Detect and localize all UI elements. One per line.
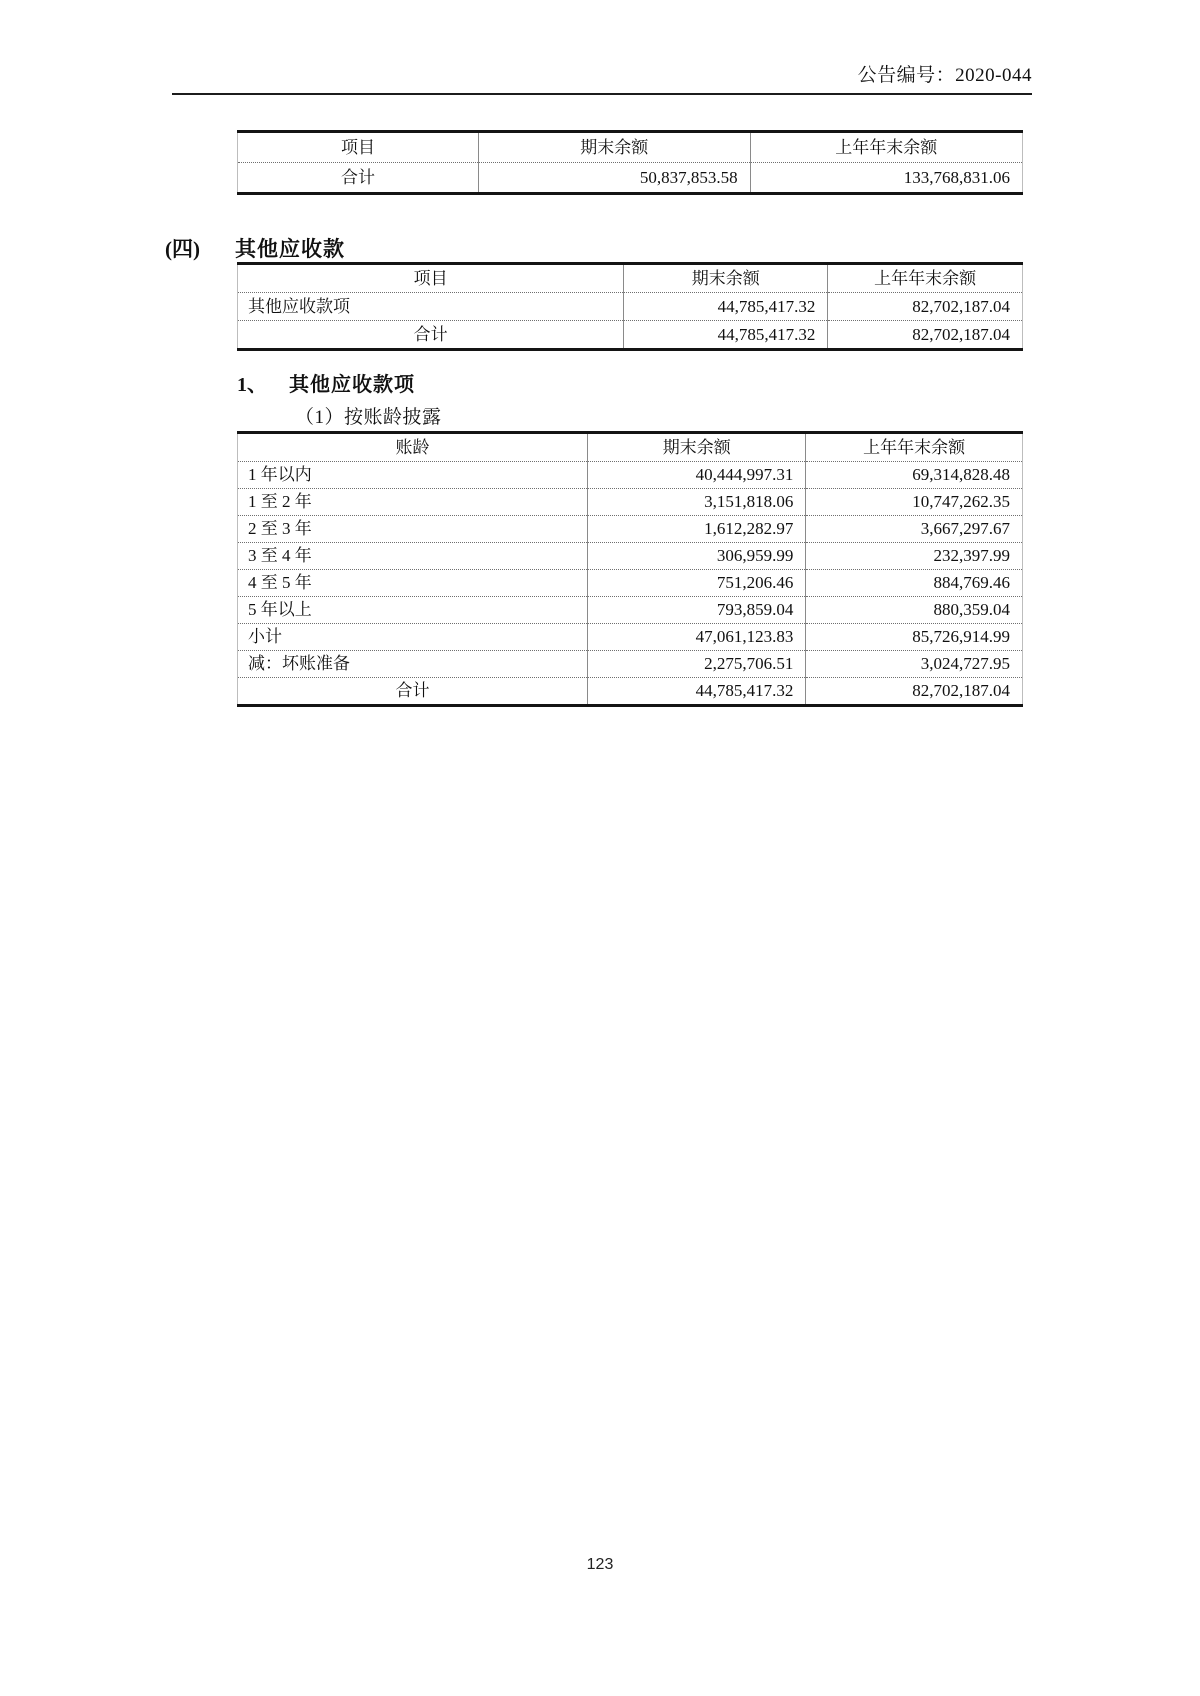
ending-balance-value: 44,785,417.32 <box>624 321 828 350</box>
aging-disclosure-caption: （1）按账龄披露 <box>295 407 442 428</box>
table-row <box>238 462 1023 489</box>
table-row <box>238 163 1023 194</box>
column-header-prior-year-balance: 上年年末余额 <box>806 433 1023 462</box>
row-label: 1 至 2 年 <box>238 489 588 516</box>
prior-year-balance-value: 82,702,187.04 <box>828 321 1023 350</box>
subsection-heading <box>237 368 415 397</box>
column-header-ending-balance: 期末余额 <box>478 132 750 163</box>
prior-year-balance-value: 10,747,262.35 <box>806 489 1023 516</box>
column-header-ending-balance: 期末余额 <box>588 433 806 462</box>
row-label: 减：坏账准备 <box>238 651 588 678</box>
row-label: 5 年以上 <box>238 597 588 624</box>
ending-balance-value: 40,444,997.31 <box>588 462 806 489</box>
table-row <box>238 651 1023 678</box>
prior-year-balance-value: 69,314,828.48 <box>806 462 1023 489</box>
summary-total-table <box>237 130 1023 195</box>
row-label: 1 年以内 <box>238 462 588 489</box>
table-row <box>238 570 1023 597</box>
prior-year-balance-value: 3,024,727.95 <box>806 651 1023 678</box>
table-header-row <box>238 132 1023 163</box>
column-header-prior-year-balance: 上年年末余额 <box>828 264 1023 293</box>
table-subtotal-row <box>238 624 1023 651</box>
ending-balance-value: 793,859.04 <box>588 597 806 624</box>
row-label: 合计 <box>238 163 479 194</box>
table-total-row <box>238 678 1023 706</box>
prior-year-balance-value: 3,667,297.67 <box>806 516 1023 543</box>
row-label: 3 至 4 年 <box>238 543 588 570</box>
table-row <box>238 293 1023 321</box>
table-total-row <box>238 321 1023 350</box>
column-header-item: 项目 <box>340 138 375 157</box>
table-row <box>238 543 1023 570</box>
prior-year-balance-value: 82,702,187.04 <box>828 293 1023 321</box>
column-header-prior-year-balance: 上年年末余额 <box>750 132 1022 163</box>
column-header-ending-balance: 期末余额 <box>624 264 828 293</box>
prior-year-balance-value: 880,359.04 <box>806 597 1023 624</box>
table-row <box>238 489 1023 516</box>
row-label: 合计 <box>238 678 588 706</box>
row-label: 4 至 5 年 <box>238 570 588 597</box>
page-number: 123 <box>586 1556 614 1573</box>
table-row <box>238 597 1023 624</box>
table-header-row <box>238 264 1023 293</box>
row-label: 其他应收款项 <box>238 293 624 321</box>
section-number: (四) <box>165 237 200 261</box>
header-rule <box>172 93 1032 95</box>
section-title: 其他应收款 <box>235 237 345 261</box>
row-label: 2 至 3 年 <box>238 516 588 543</box>
ending-balance-value: 1,612,282.97 <box>588 516 806 543</box>
column-header-item: 项目 <box>413 269 448 288</box>
ending-balance-value: 751,206.46 <box>588 570 806 597</box>
prior-year-balance-value: 232,397.99 <box>806 543 1023 570</box>
row-label: 合计 <box>238 321 624 350</box>
row-label: 小计 <box>238 624 588 651</box>
ending-balance-value: 47,061,123.83 <box>588 624 806 651</box>
subsection-title: 其他应收款项 <box>289 374 415 396</box>
ending-balance-value: 2,275,706.51 <box>588 651 806 678</box>
table-row <box>238 516 1023 543</box>
table-header-row <box>238 433 1023 462</box>
section-heading <box>165 233 345 263</box>
ending-balance-value: 306,959.99 <box>588 543 806 570</box>
announcement-number: 公告编号：2020-044 <box>857 65 1032 86</box>
ending-balance-value: 3,151,818.06 <box>588 489 806 516</box>
ending-balance-value: 44,785,417.32 <box>624 293 828 321</box>
prior-year-balance-value: 884,769.46 <box>806 570 1023 597</box>
prior-year-balance-value: 82,702,187.04 <box>806 678 1023 706</box>
subsection-number: 1、 <box>237 374 267 396</box>
ending-balance-value: 44,785,417.32 <box>588 678 806 706</box>
prior-year-balance-value: 85,726,914.99 <box>806 624 1023 651</box>
other-receivables-table <box>237 262 1023 351</box>
ending-balance-value: 50,837,853.58 <box>478 163 750 194</box>
prior-year-balance-value: 133,768,831.06 <box>750 163 1022 194</box>
aging-analysis-table <box>237 431 1023 707</box>
column-header-aging: 账龄 <box>395 438 430 457</box>
